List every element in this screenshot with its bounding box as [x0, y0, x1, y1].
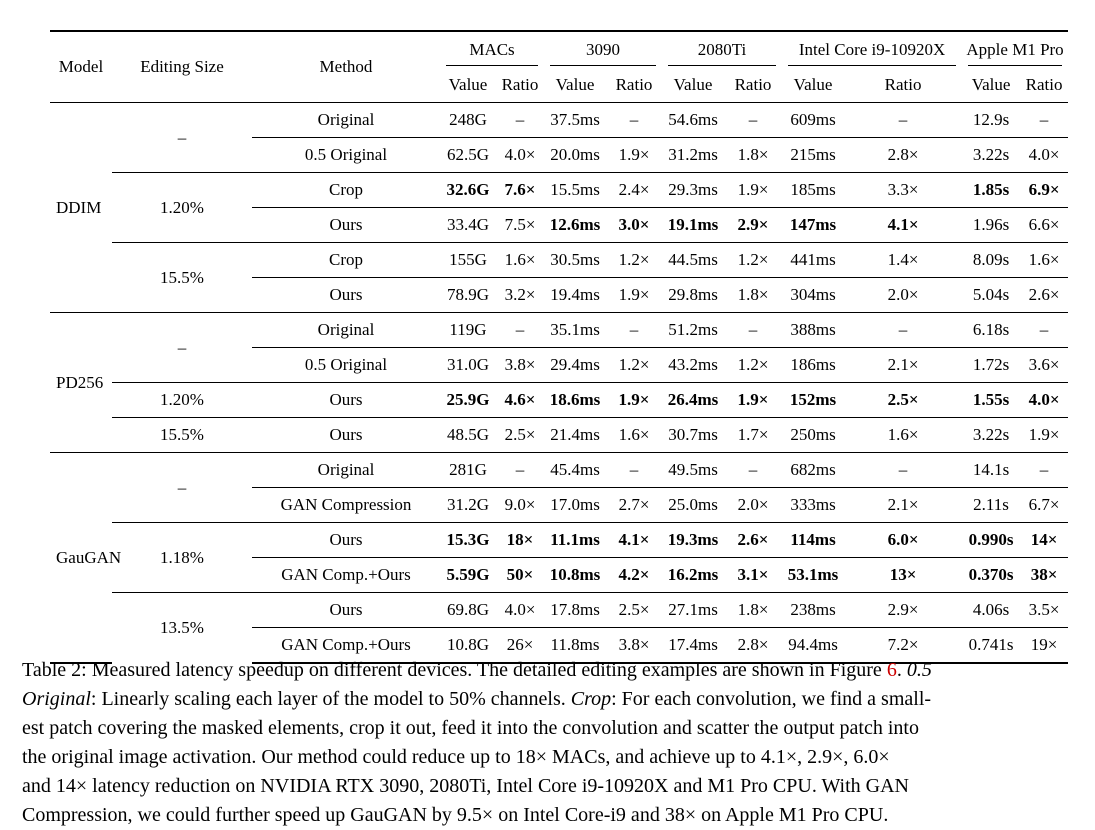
subheader-ratio: Ratio — [606, 68, 662, 103]
value-cell: 3.22s — [962, 418, 1020, 453]
value-cell: 19.3ms — [662, 523, 724, 558]
value-cell: 12.9s — [972, 110, 1010, 129]
editing-size-cell: 1.20% — [112, 173, 252, 243]
value-cell: 119G — [440, 313, 496, 348]
value-cell: 43.2ms — [662, 348, 724, 383]
method-cell: 0.5 Original — [252, 348, 440, 383]
ratio-cell: 1.6× — [606, 418, 662, 453]
ratio-cell: – — [724, 453, 782, 488]
value-cell: 25.0ms — [662, 488, 724, 523]
value-cell: 27.1ms — [662, 593, 724, 628]
value-cell: 29.3ms — [662, 173, 724, 208]
value-cell: 62.5G — [440, 138, 496, 173]
value-cell: 8.09s — [962, 243, 1020, 278]
caption-line-1 — [22, 656, 1070, 685]
value-cell: 45.4ms — [544, 453, 606, 488]
method-cell: Ours — [252, 418, 440, 453]
table-row — [50, 103, 1068, 138]
value-cell: 1.85s — [962, 173, 1020, 208]
caption-term: 0.5 — [906, 659, 932, 681]
header-group-intel: Intel Core i9-10920X — [782, 31, 962, 68]
header-group-2080ti: 2080Ti — [662, 31, 782, 68]
value-cell: 19.4ms — [544, 278, 606, 313]
figure-link[interactable]: 6 — [886, 659, 897, 681]
editing-size-cell: – — [112, 453, 252, 523]
model-cell: GauGAN — [50, 453, 112, 664]
value-cell: 238ms — [782, 593, 844, 628]
value-cell: 53.1ms — [782, 558, 844, 593]
value-cell: 0.990s — [962, 523, 1020, 558]
caption-line-2 — [22, 685, 1070, 714]
results-table — [50, 30, 1064, 664]
value-cell: 54.6ms — [668, 110, 718, 129]
caption-term: Crop — [570, 688, 612, 710]
header-method: Method — [252, 31, 440, 103]
ratio-cell: 1.2× — [606, 348, 662, 383]
ratio-cell: 4.0× — [1020, 383, 1068, 418]
ratio-cell: 14× — [1020, 523, 1068, 558]
value-cell: 0.741s — [962, 628, 1020, 664]
value-cell: 32.6G — [440, 173, 496, 208]
value-cell: 15.3G — [440, 523, 496, 558]
caption-text: . — [896, 659, 907, 681]
ratio-cell: 2.5× — [496, 418, 544, 453]
model-cell: PD256 — [50, 313, 112, 453]
value-cell: 2.11s — [962, 488, 1020, 523]
ratio-cell: 2.6× — [1020, 278, 1068, 313]
method-cell: Crop — [252, 173, 440, 208]
method-cell: Ours — [252, 208, 440, 243]
ratio-cell: – — [629, 110, 639, 129]
ratio-cell: – — [515, 110, 525, 129]
caption-line-3: est patch covering the masked elements, crop it out, feed it into the convolution and scatter the output patch into — [22, 717, 919, 739]
value-cell: 185ms — [782, 173, 844, 208]
ratio-cell: 2.5× — [844, 383, 962, 418]
table-row — [50, 313, 1068, 348]
ratio-cell: 2.9× — [844, 593, 962, 628]
value-cell: 4.06s — [962, 593, 1020, 628]
ratio-cell: 1.2× — [724, 348, 782, 383]
ratio-cell: 3.3× — [844, 173, 962, 208]
editing-size-cell: 15.5% — [112, 418, 252, 453]
ratio-cell: 1.2× — [606, 243, 662, 278]
subheader-value: Value — [440, 68, 496, 103]
ratio-cell: 1.6× — [1020, 243, 1068, 278]
ratio-cell: 18× — [496, 523, 544, 558]
value-cell: 186ms — [782, 348, 844, 383]
ratio-cell: 4.2× — [606, 558, 662, 593]
method-cell: GAN Comp.+Ours — [252, 558, 440, 593]
method-cell: Ours — [252, 383, 440, 418]
ratio-cell: 38× — [1020, 558, 1068, 593]
ratio-cell: 1.9× — [606, 138, 662, 173]
value-cell: 31.0G — [440, 348, 496, 383]
caption-line-5: and 14× latency reduction on NVIDIA RTX 3090, 2080Ti, Intel Core i9-10920X and M1 Pro CPU. With GAN — [22, 775, 909, 797]
value-cell: 30.5ms — [544, 243, 606, 278]
ratio-cell: 3.1× — [724, 558, 782, 593]
value-cell: 248G — [449, 110, 487, 129]
value-cell: 333ms — [782, 488, 844, 523]
value-cell: 15.5ms — [544, 173, 606, 208]
ratio-cell: 2.5× — [606, 593, 662, 628]
ratio-cell: 2.1× — [844, 348, 962, 383]
value-cell: 44.5ms — [662, 243, 724, 278]
value-cell: 114ms — [782, 523, 844, 558]
table-row — [50, 173, 1068, 208]
subheader-value: Value — [544, 68, 606, 103]
ratio-cell: 13× — [844, 558, 962, 593]
method-cell: Original — [252, 313, 440, 348]
value-cell: 5.59G — [440, 558, 496, 593]
ratio-cell: – — [1020, 453, 1068, 488]
ratio-cell: 4.0× — [496, 138, 544, 173]
ratio-cell: 7.6× — [496, 173, 544, 208]
value-cell: 29.4ms — [544, 348, 606, 383]
ratio-cell: 2.8× — [844, 138, 962, 173]
ratio-cell: 9.0× — [496, 488, 544, 523]
ratio-cell: – — [748, 110, 758, 129]
ratio-cell: 1.2× — [724, 243, 782, 278]
value-cell: 609ms — [790, 110, 836, 129]
ratio-cell: 2.0× — [844, 278, 962, 313]
ratio-cell: 4.0× — [496, 593, 544, 628]
ratio-cell: 1.9× — [724, 173, 782, 208]
ratio-cell: 1.8× — [724, 138, 782, 173]
value-cell: 51.2ms — [662, 313, 724, 348]
method-cell: GAN Compression — [252, 488, 440, 523]
value-cell: 10.8ms — [544, 558, 606, 593]
value-cell: 1.72s — [962, 348, 1020, 383]
subheader-ratio: Ratio — [844, 68, 962, 103]
ratio-cell: 1.9× — [1020, 418, 1068, 453]
subheader-ratio: Ratio — [496, 68, 544, 103]
ratio-cell: 6.9× — [1020, 173, 1068, 208]
value-cell: 10.8G — [440, 628, 496, 664]
value-cell: 48.5G — [440, 418, 496, 453]
table-row — [50, 523, 1068, 558]
value-cell: 250ms — [782, 418, 844, 453]
value-cell: 3.22s — [962, 138, 1020, 173]
ratio-cell: 2.7× — [606, 488, 662, 523]
editing-size-cell: 13.5% — [112, 593, 252, 664]
caption-line-6: Compression, we could further speed up GauGAN by 9.5× on Intel Core-i9 and 38× on Apple M1 Pro CPU. — [22, 804, 889, 826]
value-cell: 682ms — [782, 453, 844, 488]
value-cell: 26.4ms — [662, 383, 724, 418]
ratio-cell: 6.6× — [1020, 208, 1068, 243]
ratio-cell: 4.6× — [496, 383, 544, 418]
ratio-cell: 2.4× — [606, 173, 662, 208]
value-cell: 21.4ms — [544, 418, 606, 453]
subheader-ratio: Ratio — [724, 68, 782, 103]
value-cell: 6.18s — [962, 313, 1020, 348]
value-cell: 17.0ms — [544, 488, 606, 523]
value-cell: 304ms — [782, 278, 844, 313]
ratio-cell: 3.0× — [606, 208, 662, 243]
ratio-cell: 2.1× — [844, 488, 962, 523]
ratio-cell: 4.1× — [606, 523, 662, 558]
value-cell: 37.5ms — [550, 110, 600, 129]
value-cell: 19.1ms — [662, 208, 724, 243]
value-cell: 16.2ms — [662, 558, 724, 593]
method-cell: Original — [252, 453, 440, 488]
value-cell: 29.8ms — [662, 278, 724, 313]
value-cell: 69.8G — [440, 593, 496, 628]
ratio-cell: 1.9× — [606, 383, 662, 418]
header-editing-size: Editing Size — [112, 31, 252, 103]
value-cell: 147ms — [782, 208, 844, 243]
ratio-cell: 3.8× — [496, 348, 544, 383]
ratio-cell: – — [1039, 110, 1049, 129]
ratio-cell: – — [496, 313, 544, 348]
ratio-cell: – — [606, 453, 662, 488]
ratio-cell: 1.6× — [496, 243, 544, 278]
method-cell: GAN Comp.+Ours — [252, 628, 440, 664]
editing-size-cell: 15.5% — [112, 243, 252, 313]
value-cell: 31.2G — [440, 488, 496, 523]
ratio-cell: – — [844, 453, 962, 488]
ratio-cell: 7.5× — [496, 208, 544, 243]
value-cell: 12.6ms — [544, 208, 606, 243]
value-cell: 441ms — [782, 243, 844, 278]
ratio-cell: 3.6× — [1020, 348, 1068, 383]
editing-size-cell: 1.18% — [112, 523, 252, 593]
ratio-cell: 26× — [496, 628, 544, 664]
value-cell: 215ms — [782, 138, 844, 173]
ratio-cell: 1.9× — [724, 383, 782, 418]
editing-size-cell: – — [112, 313, 252, 383]
header-group-m1: Apple M1 Pro — [962, 31, 1068, 68]
value-cell: 5.04s — [962, 278, 1020, 313]
ratio-cell: 1.9× — [606, 278, 662, 313]
value-cell: 281G — [440, 453, 496, 488]
table-body — [50, 103, 1068, 664]
caption-text: : Linearly scaling each layer of the model to 50% channels. — [90, 688, 571, 710]
ratio-cell: 6.0× — [844, 523, 962, 558]
ratio-cell: 1.7× — [724, 418, 782, 453]
subheader-value: Value — [962, 68, 1020, 103]
ratio-cell: 4.1× — [844, 208, 962, 243]
value-cell: 17.4ms — [662, 628, 724, 664]
ratio-cell: 1.6× — [844, 418, 962, 453]
ratio-cell: 1.8× — [724, 278, 782, 313]
caption-line-4: the original image activation. Our method could reduce up to 18× MACs, and achieve up to 4.1×, 2.9×, 6.0× — [22, 746, 890, 768]
method-cell: Ours — [252, 278, 440, 313]
method-cell: Original — [317, 110, 375, 129]
value-cell: 0.370s — [962, 558, 1020, 593]
ratio-cell: 3.8× — [606, 628, 662, 664]
value-cell: 1.55s — [962, 383, 1020, 418]
ratio-cell: 1.8× — [724, 593, 782, 628]
ratio-cell: 3.2× — [496, 278, 544, 313]
ratio-cell: 3.5× — [1020, 593, 1068, 628]
value-cell: 18.6ms — [544, 383, 606, 418]
header-group-3090: 3090 — [544, 31, 662, 68]
value-cell: 30.7ms — [662, 418, 724, 453]
ratio-cell: 2.0× — [724, 488, 782, 523]
value-cell: 31.2ms — [662, 138, 724, 173]
caption-text: : For each convolution, we find a small- — [611, 688, 932, 710]
ratio-cell: 2.8× — [724, 628, 782, 664]
method-cell: 0.5 Original — [252, 138, 440, 173]
value-cell: 33.4G — [440, 208, 496, 243]
header-group-macs: MACs — [440, 31, 544, 68]
method-cell: Ours — [252, 523, 440, 558]
subheader-value: Value — [662, 68, 724, 103]
ratio-cell: 4.0× — [1020, 138, 1068, 173]
ratio-cell: – — [496, 453, 544, 488]
subheader-ratio: Ratio — [1020, 68, 1068, 103]
ratio-cell: 2.9× — [724, 208, 782, 243]
value-cell: 1.96s — [962, 208, 1020, 243]
value-cell: 11.1ms — [544, 523, 606, 558]
caption-label: Table 2: Measured latency speedup on different devices. The detailed editing examples are shown in Figure — [22, 659, 887, 681]
editing-size-cell: – — [177, 127, 187, 147]
method-cell: Crop — [252, 243, 440, 278]
header-model: Model — [50, 31, 112, 103]
ratio-cell: – — [724, 313, 782, 348]
header-row-1 — [50, 31, 1068, 68]
ratio-cell: 6.7× — [1020, 488, 1068, 523]
ratio-cell: – — [844, 313, 962, 348]
value-cell: 17.8ms — [544, 593, 606, 628]
table-row — [50, 418, 1068, 453]
editing-size-cell: 1.20% — [112, 383, 252, 418]
value-cell: 35.1ms — [544, 313, 606, 348]
value-cell: 20.0ms — [544, 138, 606, 173]
subheader-value: Value — [782, 68, 844, 103]
table-row — [50, 243, 1068, 278]
method-cell: Ours — [252, 593, 440, 628]
value-cell: 94.4ms — [782, 628, 844, 664]
table-row — [50, 453, 1068, 488]
value-cell: 152ms — [782, 383, 844, 418]
ratio-cell: 19× — [1020, 628, 1068, 664]
table-caption — [22, 656, 1070, 830]
ratio-cell: 1.4× — [844, 243, 962, 278]
latency-table — [50, 30, 1068, 664]
value-cell: 14.1s — [962, 453, 1020, 488]
value-cell: 49.5ms — [662, 453, 724, 488]
table-row — [50, 593, 1068, 628]
value-cell: 25.9G — [440, 383, 496, 418]
value-cell: 155G — [440, 243, 496, 278]
ratio-cell: – — [898, 110, 908, 129]
ratio-cell: 50× — [496, 558, 544, 593]
table-row — [50, 383, 1068, 418]
ratio-cell: 7.2× — [844, 628, 962, 664]
ratio-cell: – — [1020, 313, 1068, 348]
value-cell: 11.8ms — [544, 628, 606, 664]
value-cell: 78.9G — [440, 278, 496, 313]
ratio-cell: – — [606, 313, 662, 348]
value-cell: 388ms — [782, 313, 844, 348]
caption-term: Original — [22, 688, 91, 710]
ratio-cell: 2.6× — [724, 523, 782, 558]
model-cell: DDIM — [50, 103, 112, 313]
